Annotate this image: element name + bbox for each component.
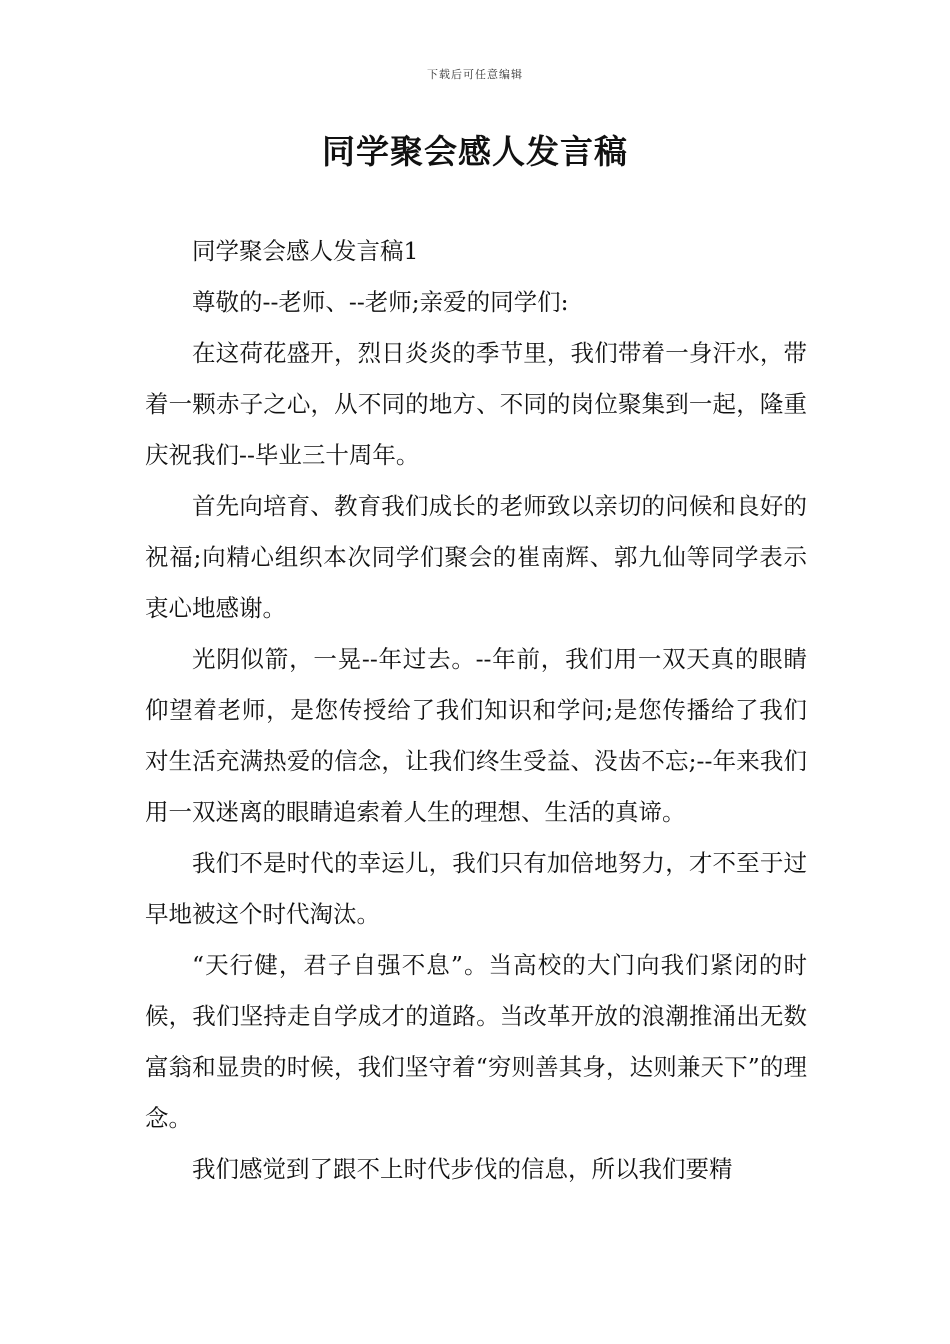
paragraph-salutation: 尊敬的--老师、--老师;亲爱的同学们: [192, 288, 569, 316]
paragraph: 首先向培育、教育我们成长的老师致以亲切的问候和良好的祝福;向精心组织本次同学们聚会的崔南辉、郭九仙等同学表示衷心地感谢。 [145, 492, 807, 622]
document-body [145, 226, 807, 1195]
paragraph: “天行健，君子自强不息”。当高校的大门向我们紧闭的时候，我们坚持走自学成才的道路。当改革开放的浪潮推涌出无数富翁和显贵的时候，我们坚守着“穷则善其身，达则兼天下”的理念。 [145, 951, 807, 1132]
paragraph-heading: 同学聚会感人发言稿1 [192, 237, 419, 265]
paragraph: 我们感觉到了跟不上时代步伐的信息，所以我们要精 [192, 1155, 733, 1183]
paragraph: 在这荷花盛开，烈日炎炎的季节里，我们带着一身汗水，带着一颗赤子之心，从不同的地方、不同的岗位聚集到一起，隆重庆祝我们--毕业三十周年。 [145, 339, 807, 469]
paragraph: 我们不是时代的幸运儿，我们只有加倍地努力，才不至于过早地被这个时代淘汰。 [145, 849, 807, 928]
header-note: 下载后可任意编辑 [427, 68, 523, 81]
document-title: 同学聚会感人发言稿 [322, 132, 628, 171]
paragraph: 光阴似箭，一晃--年过去。--年前，我们用一双天真的眼睛仰望着老师，是您传授给了我们知识和学问;是您传播给了我们对生活充满热爱的信念，让我们终生受益、没齿不忘;--年来我们用一双迷离的眼睛追索着人生的理想、生活的真谛。 [145, 645, 807, 826]
